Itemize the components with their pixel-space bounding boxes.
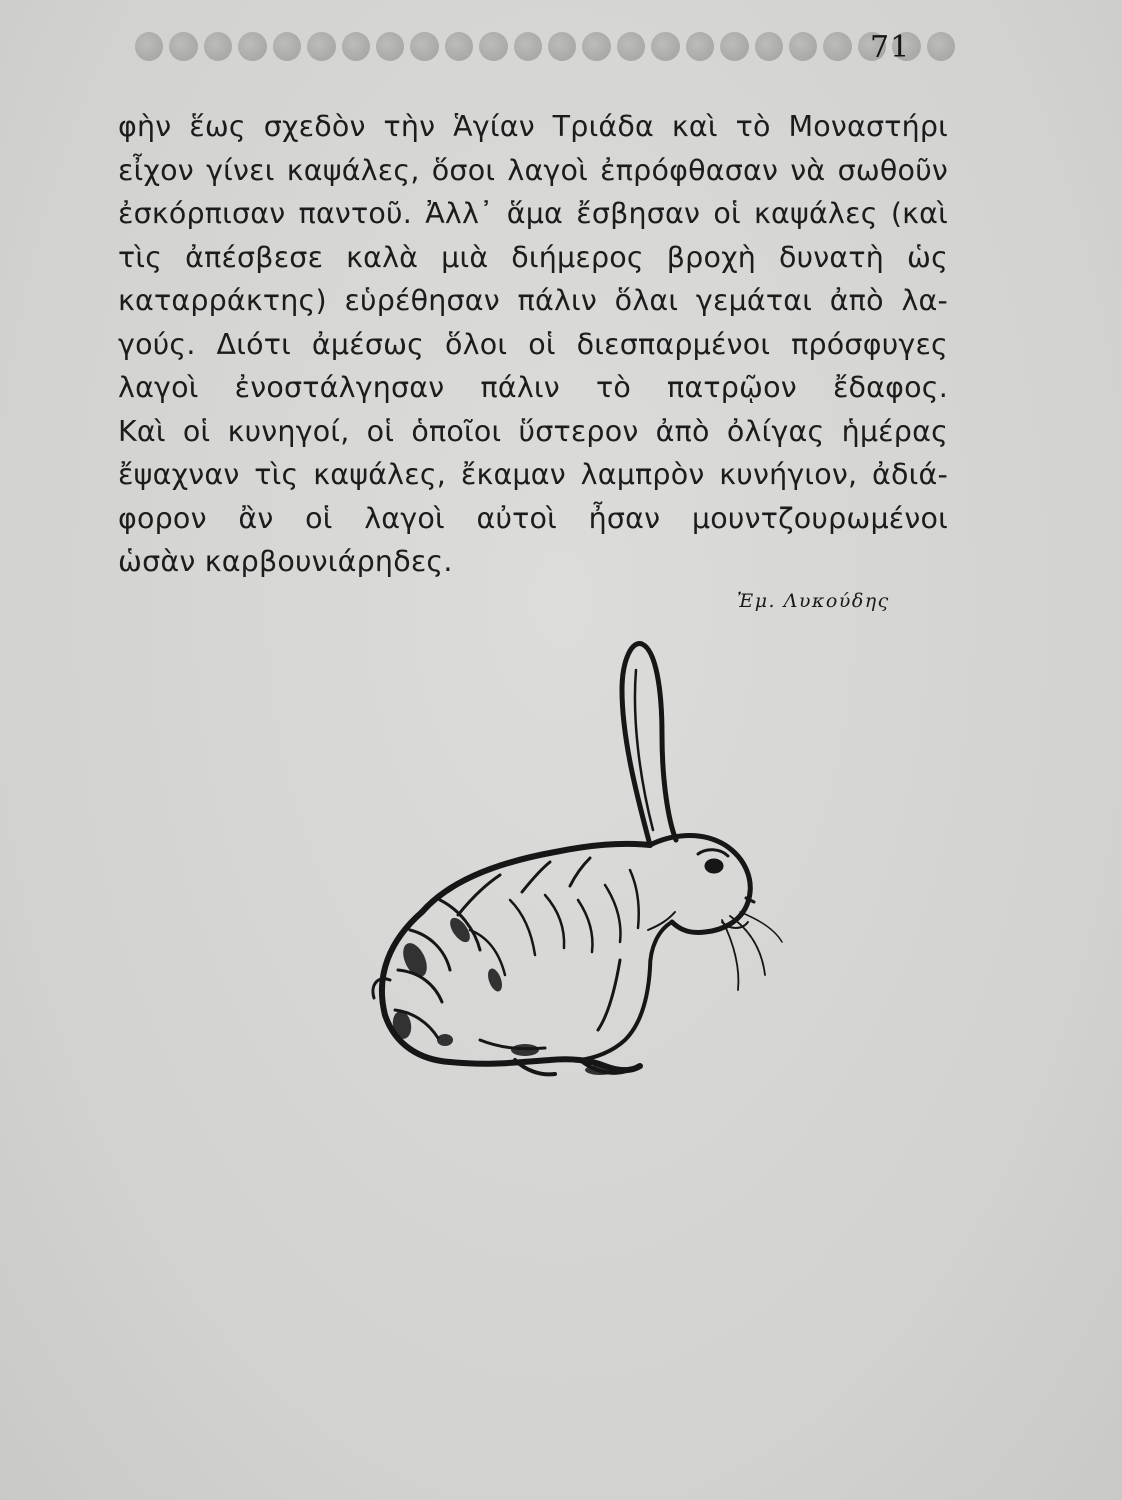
text-line: καταρράκτης) εὑρέθησαν πάλιν ὅλαι γεμάται ἀπὸ λα-: [118, 284, 948, 317]
author-signature: Ἐμ. Λυκούδης: [737, 590, 890, 612]
text-line: ἐσκόρπισαν παντοῦ. Ἀλλ᾽ ἅμα ἔσβησαν οἱ καψάλες (καὶ: [118, 197, 948, 230]
text-line: τὶς ἀπέσβεσε καλὰ μιὰ διήμερος βροχὴ δυνατὴ ὡς: [118, 240, 948, 274]
page-number: 71: [870, 30, 911, 65]
text-line: φορον ἂν οἱ λαγοὶ αὐτοὶ ἦσαν μουντζουρωμένοι: [118, 501, 948, 535]
text-line-last: ὡσὰν καρβουνιάρηδες.: [118, 545, 453, 578]
text-line: Καὶ οἱ κυνηγοί, οἱ ὁποῖοι ὕστερον ἀπὸ ὀλίγας ἡμέρας: [118, 414, 948, 448]
text-line: λαγοὶ ἐνοστάλγησαν πάλιν τὸ πατρῷον ἔδαφος.: [118, 371, 948, 404]
text-line: εἶχον γίνει καψάλες, ὅσοι λαγοὶ ἐπρόφθασαν νὰ σωθοῦν: [118, 153, 948, 187]
text-line: γούς. Διότι ἀμέσως ὅλοι οἱ διεσπαρμένοι πρόσφυγες: [118, 327, 948, 361]
text-line: φὴν ἕως σχεδὸν τὴν Ἁγίαν Τριάδα καὶ τὸ Μοναστήρι: [118, 110, 948, 143]
rabbit-illustration: [350, 630, 790, 1090]
header-ornament: [135, 32, 955, 62]
text-line: ἔψαχναν τὶς καψάλες, ἔκαμαν λαμπρὸν κυνήγιον, ἀδιά-: [118, 458, 948, 491]
body-text: [118, 105, 948, 584]
